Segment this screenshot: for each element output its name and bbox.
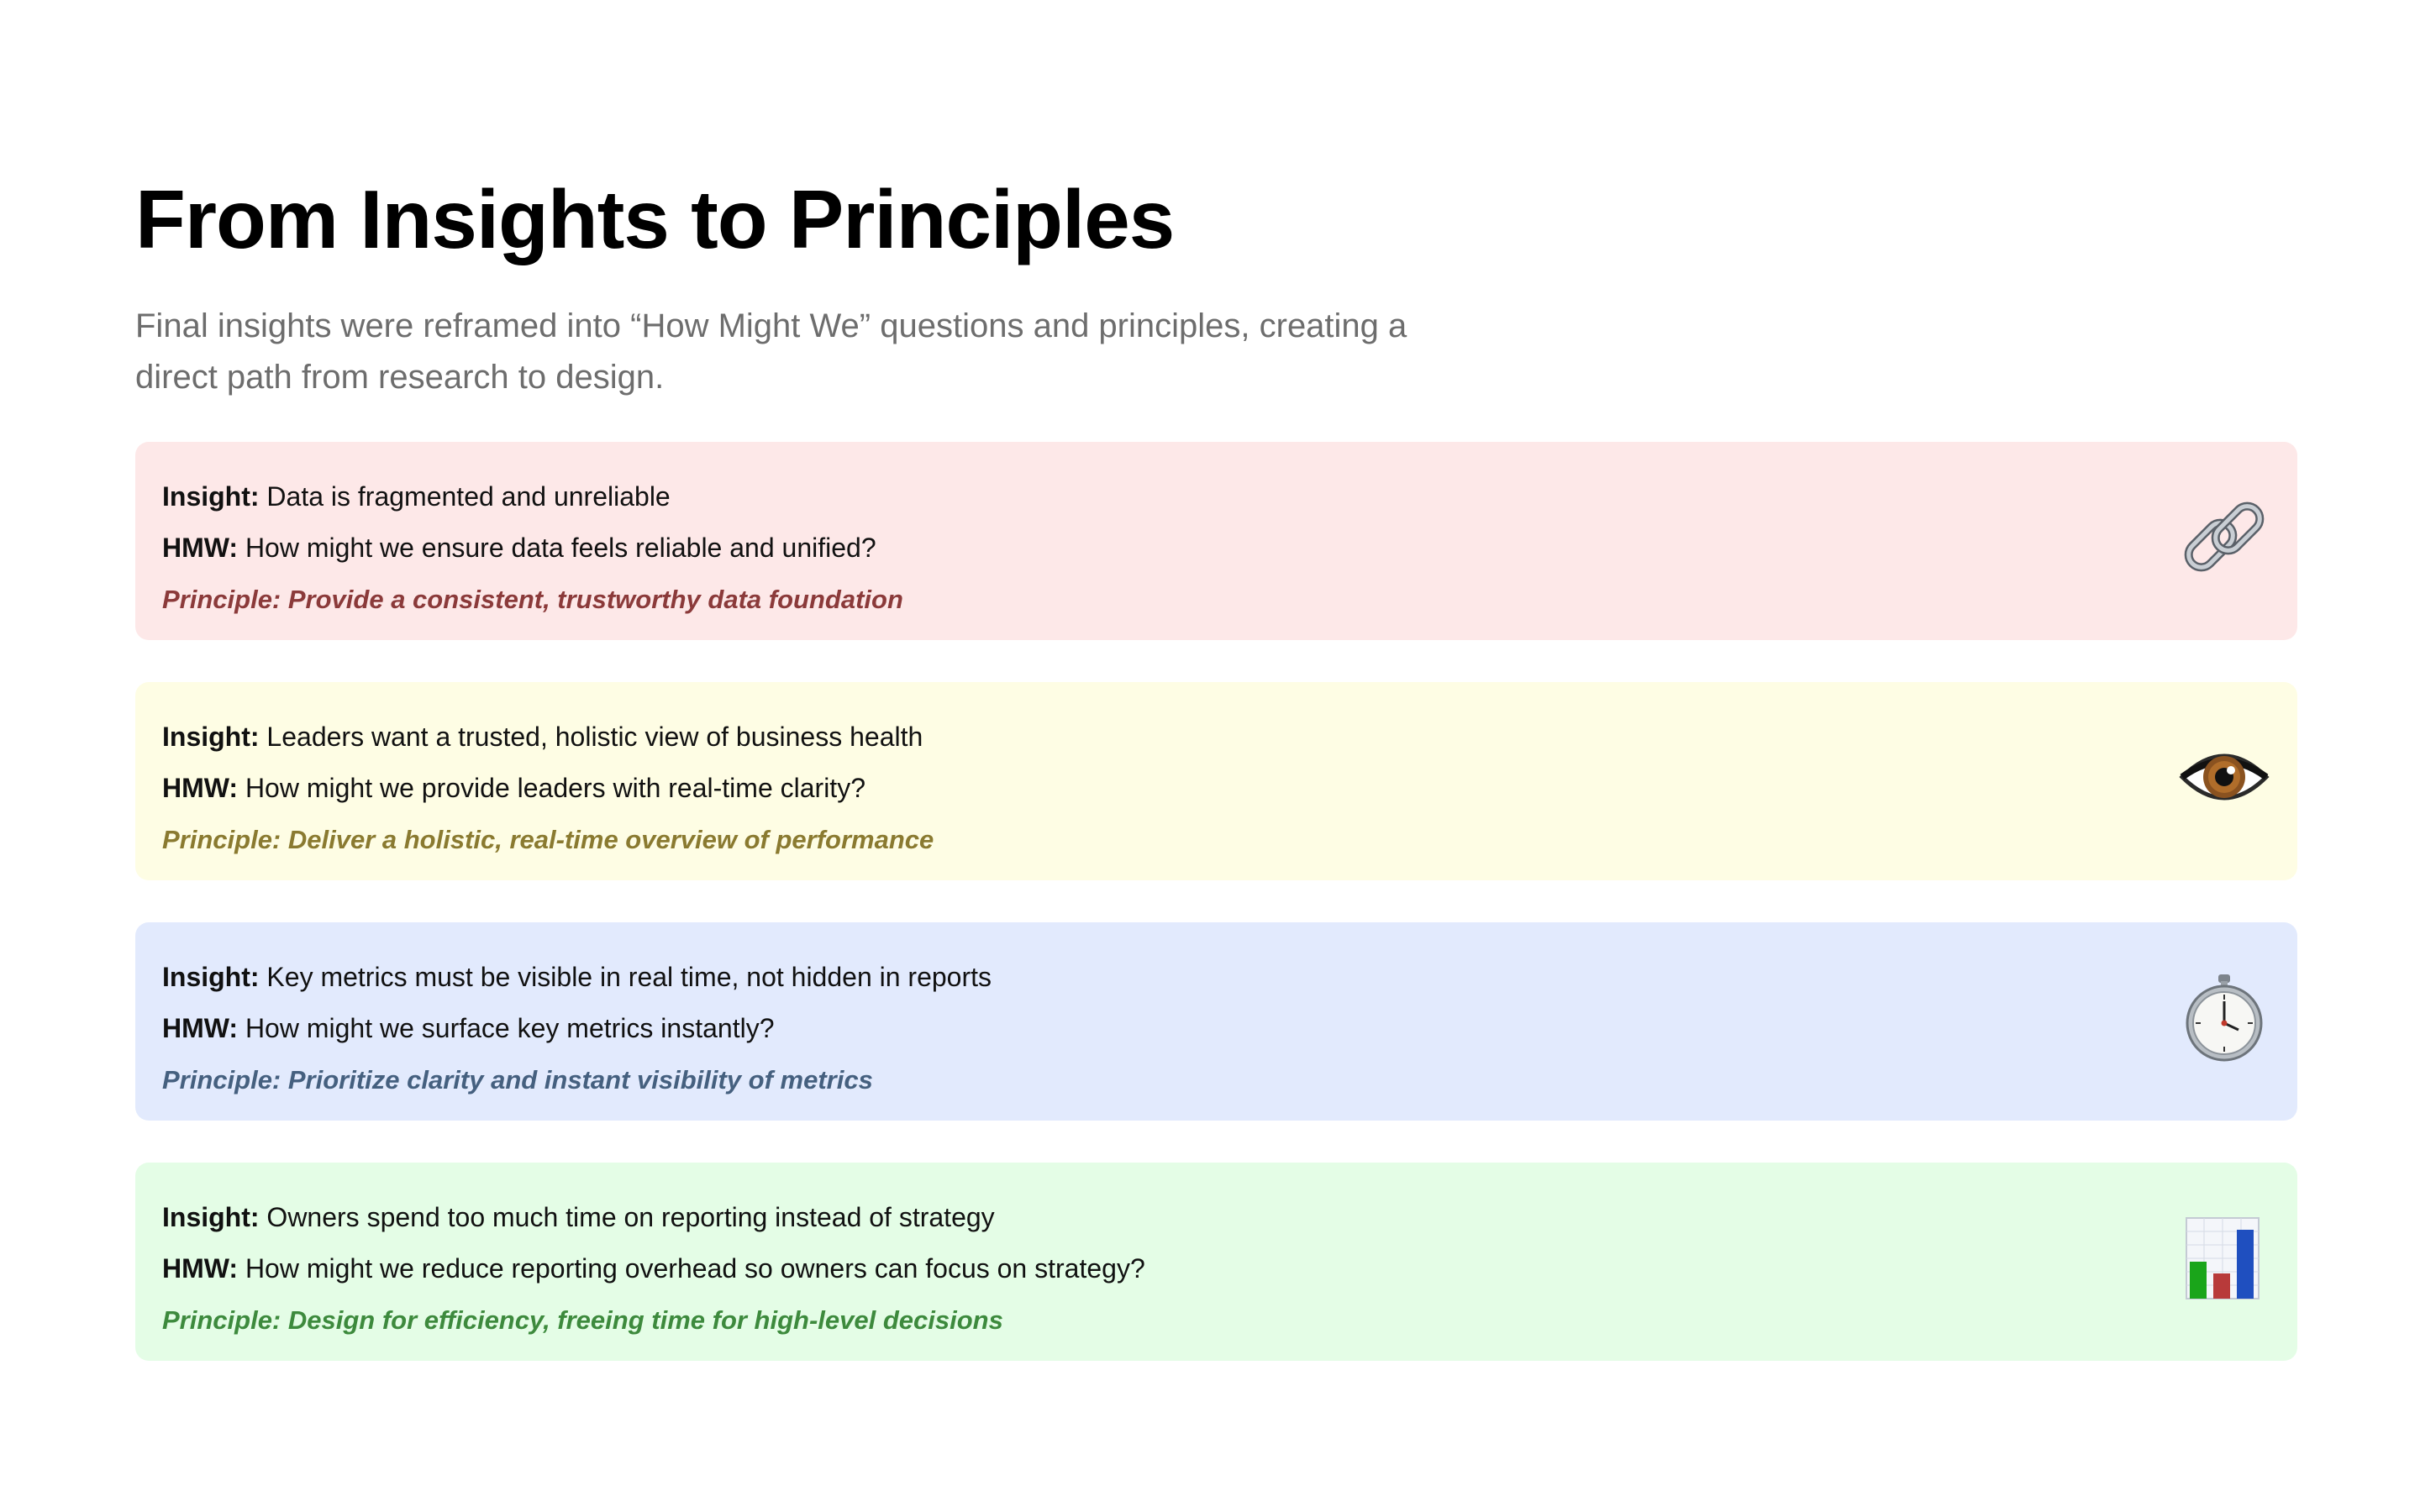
eye-icon [2178, 731, 2270, 823]
insight-line [162, 711, 2129, 763]
insight-label: Insight: [162, 1202, 260, 1232]
insight-label: Insight: [162, 962, 260, 992]
principle-text: Principle: Deliver a holistic, real-time overview of performance [162, 825, 934, 854]
insight-line [162, 1192, 2129, 1243]
principle-cards [135, 442, 2297, 1403]
bar-chart-icon [2178, 1211, 2270, 1304]
stopwatch-icon [2178, 971, 2270, 1063]
hmw-line [162, 1003, 2129, 1054]
hmw-label: HMW: [162, 1013, 239, 1043]
insight-line [162, 471, 2129, 522]
insight-text: Data is fragmented and unreliable [266, 481, 671, 512]
hmw-text: How might we reduce reporting overhead so owners can focus on strategy? [245, 1253, 1145, 1284]
principle-text: Principle: Design for efficiency, freeing time for high-level decisions [162, 1305, 1003, 1335]
page-title: From Insights to Principles [135, 173, 1175, 265]
insight-line [162, 952, 2129, 1003]
insight-text: Leaders want a trusted, holistic view of business health [266, 722, 923, 752]
hmw-line [162, 1243, 2129, 1294]
page-subtitle: Final insights were reframed into “How Might We” questions and principles, creating a direct path from research to design. [135, 307, 1407, 396]
principle-text: Principle: Provide a consistent, trustworthy data foundation [162, 585, 903, 614]
hmw-text: How might we surface key metrics instantly? [245, 1013, 775, 1043]
hmw-label: HMW: [162, 773, 239, 803]
insight-label: Insight: [162, 722, 260, 752]
insight-card-leaders [135, 682, 2297, 880]
insight-card-reporting [135, 1163, 2297, 1361]
principle-text: Principle: Prioritize clarity and instant visibility of metrics [162, 1065, 873, 1095]
hmw-text: How might we ensure data feels reliable and unified? [245, 533, 876, 563]
hmw-label: HMW: [162, 533, 239, 563]
insight-card-data [135, 442, 2297, 640]
hmw-label: HMW: [162, 1253, 239, 1284]
hmw-line [162, 763, 2129, 814]
hmw-text: How might we provide leaders with real-time clarity? [245, 773, 865, 803]
insight-text: Owners spend too much time on reporting instead of strategy [266, 1202, 995, 1232]
chain-link-icon [2178, 491, 2270, 583]
insight-card-metrics [135, 922, 2297, 1121]
insight-label: Insight: [162, 481, 260, 512]
hmw-line [162, 522, 2129, 574]
insight-text: Key metrics must be visible in real time, not hidden in reports [266, 962, 992, 992]
